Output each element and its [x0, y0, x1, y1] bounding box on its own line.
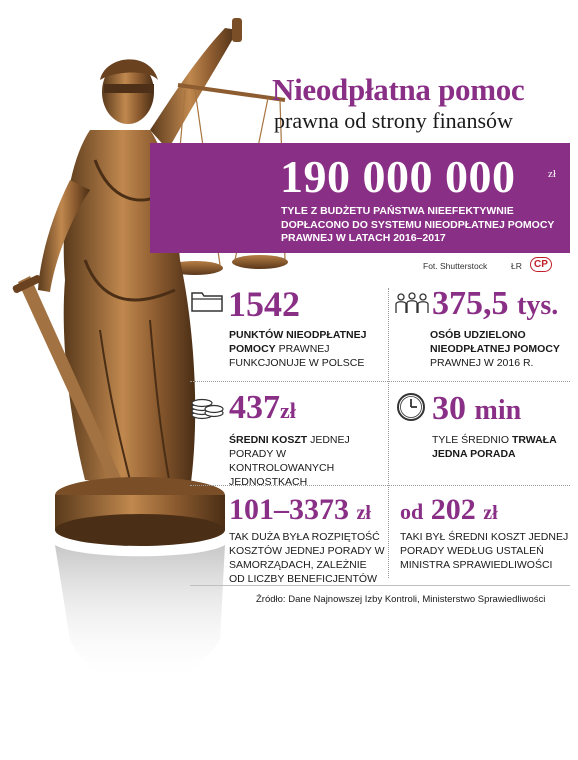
headline-value: 190 000 000 — [280, 151, 516, 202]
divider-vertical — [388, 288, 389, 578]
people-icon — [395, 292, 429, 314]
page-subtitle: prawna od strony finansów — [274, 108, 513, 133]
stat-desc-cost-range: TAK DUŻA BYŁA ROZPIĘTOŚĆ KOSZTÓW JEDNEJ PORADY W SAMORZĄDACH, ZALEŻNIE OD LICZBY BENEFICJENTÓW — [229, 531, 385, 585]
stat-desc-points: PUNKTÓW NIEODPŁATNEJ POMOCY PRAWNEJ FUNKCJONUJE W POLSCE — [229, 329, 367, 369]
stat-value-duration: 30 min — [432, 390, 522, 427]
stat-value-people: 375,5 tys. — [432, 285, 559, 322]
stat-value-cost-range: 101–3373 zł — [229, 493, 371, 526]
clock-icon — [396, 392, 426, 422]
stat-desc-avg-cost: ŚREDNI KOSZT JEDNEJ PORADY W KONTROLOWANYCH JEDNOSTKACH — [229, 434, 350, 488]
coins-icon — [190, 394, 224, 420]
page-title: Nieodpłatna pomoc — [272, 72, 525, 107]
stat-value-points: 1542 — [228, 284, 300, 324]
photo-credit: Fot. Shutterstock — [423, 261, 488, 271]
stat-desc-people: OSÓB UDZIELONO NIEODPŁATNEJ POMOCY PRAWNEJ W 2016 R. — [430, 329, 560, 369]
source-note: Źródło: Dane Najnowszej Izby Kontroli, Ministerstwo Sprawiedliwości — [256, 594, 546, 605]
stat-desc-ministry-cost: TAKI BYŁ ŚREDNI KOSZT JEDNEJ PORADY WEDŁUG USTALEŃ MINISTRA SPRAWIEDLIWOŚCI — [400, 531, 569, 571]
author-initials: ŁR — [511, 261, 522, 271]
folder-icon — [191, 290, 223, 312]
source-divider — [190, 585, 570, 586]
stat-value-avg-cost: 437zł — [229, 389, 296, 426]
stat-value-ministry-cost: od 202 zł — [400, 493, 498, 526]
stat-desc-duration: TYLE ŚREDNIO TRWAŁA JEDNA PORADA — [432, 434, 557, 460]
publisher-logo: CP — [530, 257, 552, 272]
divider-horizontal — [190, 381, 570, 382]
headline-description: TYLE Z BUDŻETU PAŃSTWA NIEEFEKTYWNIE DOPŁACONO DO SYSTEMU NIEODPŁATNEJ POMOCY PRAWNEJ W LATACH 2016–2017 — [281, 205, 555, 244]
headline-unit: zł — [548, 168, 556, 180]
